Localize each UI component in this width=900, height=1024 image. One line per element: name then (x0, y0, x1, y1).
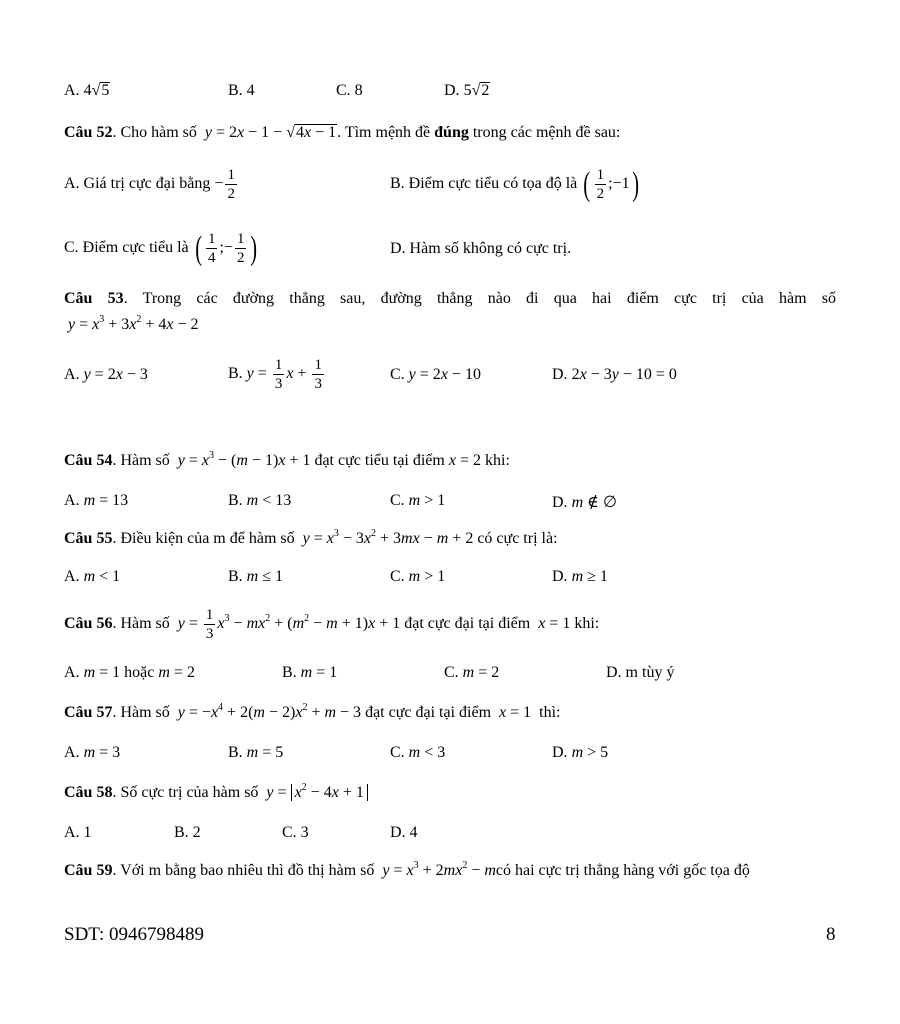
question-53: Câu 53. Trong các đường thẳng sau, đường thẳng nào đi qua hai điểm cực trị của hàm số (64, 290, 837, 307)
q55-option-c: C. m > 1 (390, 568, 446, 585)
q52-option-d: D. Hàm số không có cực trị. (390, 240, 572, 257)
question-55: Câu 55. Điều kiện của m để hàm số $y = x^3 - 3x^2 + 3mx - m + 2$ có cực trị là: (64, 528, 558, 548)
q57-option-c: C. m < 3 (390, 744, 446, 761)
q53-function: $y = x^3 + 3x^2 + 4x - 2$ (68, 314, 199, 333)
q53-option-b-value: y = $\frac{1}{3}$ x + $\frac{1}{3}$ (246, 357, 322, 392)
question-label: Câu 59 (64, 862, 113, 879)
q57-option-a: A. m = 3 (64, 744, 121, 761)
question-57: Câu 57. Hàm số $y = -x^4 + 2(m - 2)x^2 + m - 3$ đạt cực đại tại điểm x = 1 thì: (64, 702, 561, 722)
q58-option-d: D. 4 (390, 824, 418, 841)
q54-option-a: A. m = 13 (64, 492, 129, 509)
prev-option-b: B. 4 (228, 82, 255, 99)
q53-option-b: B. y = $\frac{1}{3}$ x + $\frac{1}{3}$ (228, 356, 326, 393)
question-label: Câu 54 (64, 452, 113, 469)
question-56: Câu 56. Hàm số y = $\frac{1}{3}$ $x^3 - mx^2 + (m^2 - m + 1)x + 1$ đạt cực đại tại điểm x = 1 khi: (64, 607, 600, 642)
prev-option-a: A. 4√5 (64, 82, 110, 100)
q54-option-c: C. m > 1 (390, 492, 446, 509)
question-label: Câu 57 (64, 704, 113, 721)
q52-option-b-value: ( $\frac{1}{2}$ ;−1) (583, 165, 639, 203)
q52-option-b: B. Điểm cực tiểu có tọa độ là ( $\frac{1}{2}$ ;−1) (390, 166, 641, 203)
question-label: Câu 58 (64, 784, 113, 801)
q53-option-d: D. 2x − 3y − 10 = 0 (552, 366, 677, 383)
question-59: Câu 59. Với m bằng bao nhiêu thì đồ thị hàm số $y = x^3 + 2mx^2$ − mcó hai cực trị thẳng hàng với gốc tọa độ (64, 860, 750, 880)
page-number: 8 (826, 924, 836, 945)
q58-option-a: A. 1 (64, 824, 92, 841)
q52-option-a: A. Giá trị cực đại bằng − $\frac{1}{2}$ (64, 166, 239, 203)
q56-option-c: C. m = 2 (444, 664, 500, 681)
q54-option-b: B. m < 13 (228, 492, 292, 509)
q55-option-d: D. m ≥ 1 (552, 568, 608, 585)
q52-option-c-value: ( $\frac{1}{4}$ ;− $\frac{1}{2}$ ) (194, 229, 258, 267)
q52-option-c: C. Điểm cực tiểu là ( $\frac{1}{4}$ ;− $\frac{1}{2}$ ) (64, 230, 260, 267)
question-58: Câu 58. Số cực trị của hàm số $y = x^2 - 4x + 1$ (64, 784, 368, 802)
function-formula: y = 2x − 1 − √4x − 1 (204, 124, 337, 142)
footer-phone: SDT: 0946798489 (64, 924, 204, 945)
question-label: Câu 52 (64, 124, 113, 141)
q58-option-b: B. 2 (174, 824, 201, 841)
q58-option-c: C. 3 (282, 824, 309, 841)
prev-option-d: D. 5√2 (444, 82, 490, 100)
q53-option-a: A. y = 2x − 3 (64, 366, 148, 383)
prev-option-a-value: 4√5 (83, 82, 110, 100)
q53-option-c: C. y = 2x − 10 (390, 366, 481, 383)
prev-option-c: C. 8 (336, 82, 363, 99)
q55-option-a: A. m < 1 (64, 568, 121, 585)
q56-option-a: A. m = 1 hoặc m = 2 (64, 664, 195, 681)
q56-option-b: B. m = 1 (282, 664, 338, 681)
prev-option-d-value: 5√2 (463, 82, 490, 100)
question-54: Câu 54. Hàm số $y = x^3 - (m - 1)x + 1$ đạt cực tiểu tại điểm x = 2 khi: (64, 450, 510, 470)
q57-option-d: D. m > 5 (552, 744, 609, 761)
q57-option-b: B. m = 5 (228, 744, 284, 761)
q56-option-d: D. m tùy ý (606, 664, 675, 681)
question-label: Câu 56 (64, 615, 113, 633)
question-label: Câu 53 (64, 290, 124, 307)
question-52: Câu 52. Cho hàm số y = 2x − 1 − √4x − 1. Tìm mệnh đề đúng trong các mệnh đề sau: (64, 124, 621, 142)
q55-option-b: B. m ≤ 1 (228, 568, 284, 585)
q54-option-d: D. m ∉ ∅ (552, 494, 617, 511)
question-label: Câu 55 (64, 530, 113, 547)
q52-option-a-value: − $\frac{1}{2}$ (214, 167, 235, 202)
